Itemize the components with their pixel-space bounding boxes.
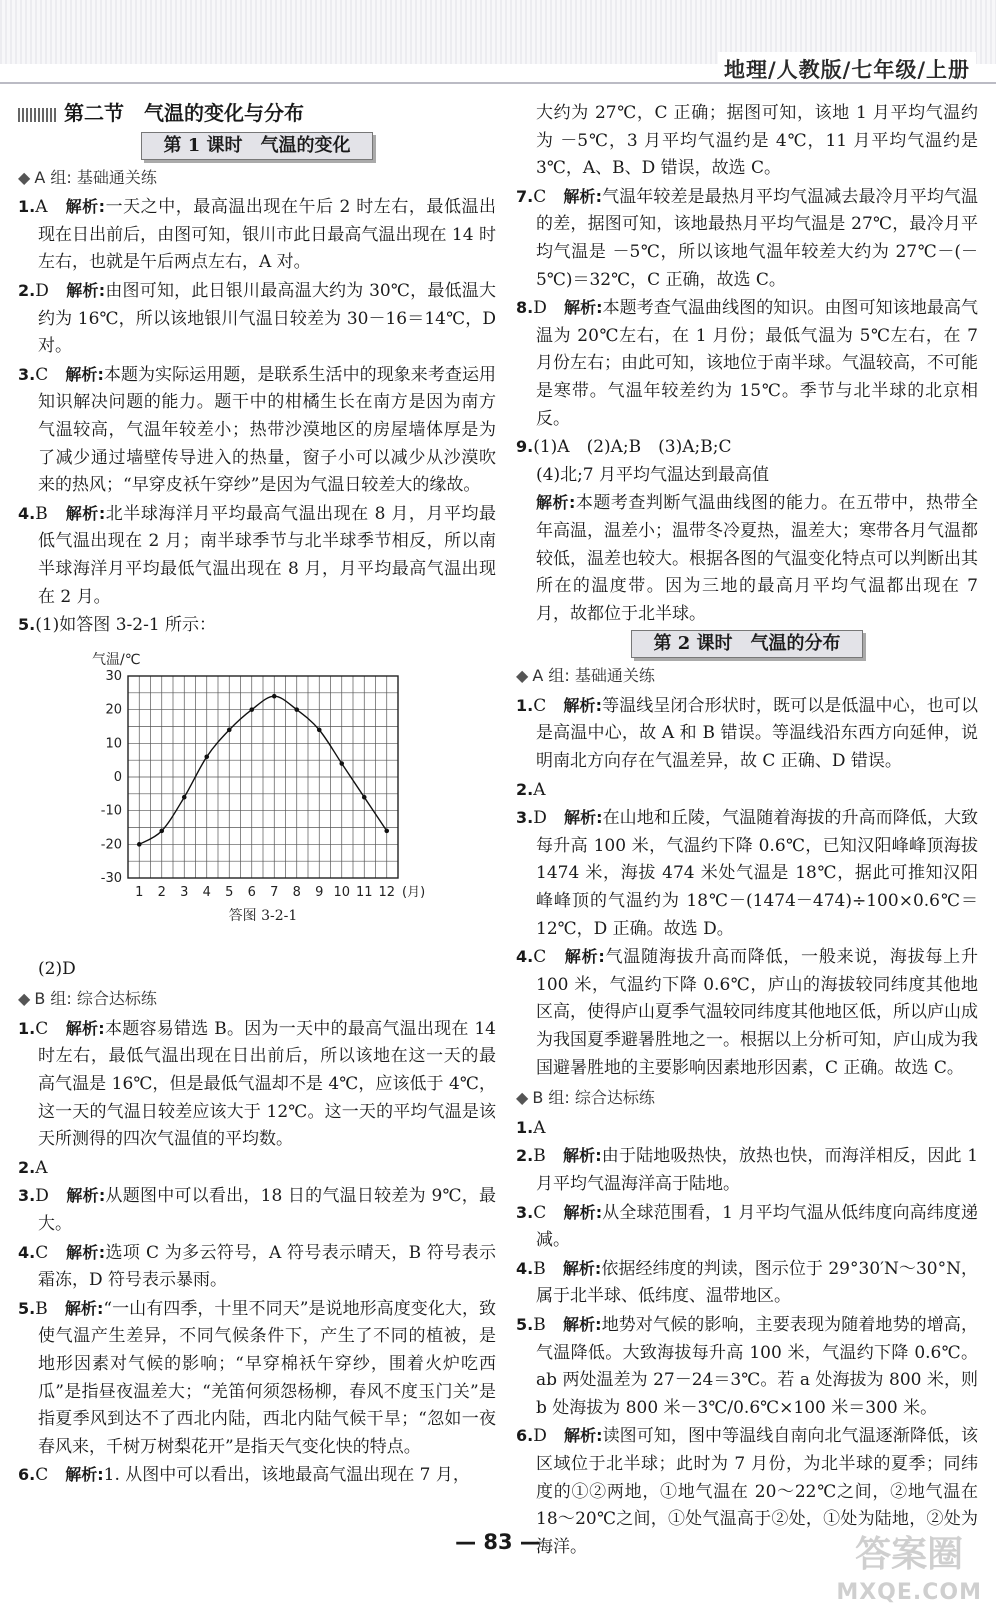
x-tick-label: 6 xyxy=(247,884,256,900)
x-tick-label: 4 xyxy=(202,884,211,900)
answer-b6: 6.C 解析:1. 从图中可以看出，该地最高气温出现在 7 月， xyxy=(18,1465,470,1486)
watermark-line1: 答案圈 xyxy=(855,1534,964,1575)
answer-b2: 2.A xyxy=(18,1157,48,1178)
x-tick-label: 5 xyxy=(225,884,234,900)
data-point xyxy=(294,707,299,712)
answer-b7: 7.C 解析:气温年较差是最热月平均气温减去最冷月平均气温的差，据图可知，该地最热月平均气温是 27℃，最冷月平均气温是 －5℃，所以该地气温年较差大约为 27℃－(－5℃)＝32℃，C 正确，故选 C。 xyxy=(516,186,979,290)
answer-b9-line2: (4)北;7 月平均气温达到最高值 xyxy=(536,464,770,485)
chart-caption: 答图 3-2-1 xyxy=(228,907,298,924)
answer-a5: 5.(1)如答图 3-2-1 所示： xyxy=(18,615,217,636)
diamond-icon: ◆ xyxy=(516,1088,529,1108)
data-point xyxy=(204,754,209,759)
answer-a1: 1.A 解析:一天之中，最高温出现在午后 2 时左右，最低温出现在日出前后，由图可知，银川市此日最高气温出现在 14 时左右，也就是午后两点左右，A 对。 xyxy=(18,197,497,273)
x-tick-label: 2 xyxy=(157,884,166,900)
answer-a2: 2.D 解析:由图可知，此日银川最高温大约为 30℃，最低温大约为 16℃，所以该地银川气温日较差为 30－16＝14℃，D 对。 xyxy=(18,280,496,357)
data-point xyxy=(137,842,142,847)
y-tick-label: -20 xyxy=(100,837,122,853)
group-a-heading-2: ◆ A 组: 基础通关练 xyxy=(516,666,655,686)
data-point xyxy=(272,694,277,699)
data-point xyxy=(159,828,164,833)
answer-b1: 1.C 解析:本题容易错选 B。因为一天中的最高气温出现在 14 时左右，最低气温出现在日出前后，所以该地在这一天的最高气温是 16℃，但是最低气温却不是 4℃，应该低于 4℃，这一天的气温日较差应该大于 12℃。这一天的平均气温是该天所测得的四次气温值的平均数。 xyxy=(18,1018,496,1150)
data-point xyxy=(227,727,232,732)
answer-b9: 9.(1)A (2)A;B (3)A;B;C xyxy=(516,437,732,458)
right-column xyxy=(516,100,978,1561)
diamond-icon: ◆ xyxy=(18,167,31,187)
y-tick-label: 20 xyxy=(105,702,122,718)
data-point xyxy=(339,761,344,766)
answer-a3: 3.C 解析:本题为实际运用题，是联系生活中的现象来考查运用知识解决问题的能力。题干中的柑橘生长在南方是因为南方气温较高，气温年较差小；热带沙漠地区的房屋墙体厚是为了减少通过墙壁传导进入的热量，窗子小可以减少从沙漠吹来的热风；“早穿皮袄午穿纱”是因为气温日较差大的缘故。 xyxy=(18,364,497,496)
watermark-line2: MXQE.COM xyxy=(836,1580,982,1605)
data-point xyxy=(362,795,367,800)
answer-c3: 3.D 解析:在山地和丘陵，气温随着海拔的升高而降低，大致每升高 100 米，气温约下降 0.6℃，已知汉阳峰峰顶海拔 1474 米，海拔 474 米处气温是 18℃，据此可推知汉阳峰峰顶的气温约为 18℃－(1474－474)÷100×0.6℃＝12℃，D 正确。故选 D。 xyxy=(516,808,979,939)
y-tick-label: 10 xyxy=(105,736,122,752)
diamond-icon: ◆ xyxy=(516,666,529,686)
y-tick-label: 30 xyxy=(105,668,122,684)
answer-d4: 4.B 解析:依据经纬度的判读，图示位于 29°30′N～30°N，属于北半球、低纬度、温带地区。 xyxy=(516,1258,979,1307)
chart-svg xyxy=(18,640,496,924)
answer-b9-analysis: 解析:本题考查判断气温曲线图的能力。在五带中，热带全年高温，温差小；温带冬冷夏热，温差大；寒带各月气温都较低，温差也较大。根据各图的气温变化特点可以判断出其所在的温度带。因为三地的最高月平均气温都出现在 7 月，故都位于北半球。 xyxy=(536,493,978,624)
header-rule xyxy=(0,82,996,84)
watermark-logo xyxy=(836,1536,982,1612)
answer-b4: 4.C 解析:选项 C 为多云符号，A 符号表示晴天，B 符号表示霜冻，D 符号表示暴雨。 xyxy=(18,1242,496,1291)
y-tick-label: -10 xyxy=(100,803,122,819)
answer-b6-continued: 大约为 27℃，C 正确；据图可知，该地 1 月平均气温约为 －5℃，3 月平均气温约是 4℃，11 月平均气温约是 3℃，A、B、D 错误，故选 C。 xyxy=(536,103,978,179)
group-b-heading-2: ◆ B 组: 综合达标练 xyxy=(516,1088,655,1108)
data-point xyxy=(249,707,254,712)
answer-b3: 3.D 解析:从题图中可以看出，18 日的气温日较差为 9℃，最大。 xyxy=(18,1186,497,1235)
lesson2-title: 第 2 课时 气温的分布 xyxy=(631,630,863,658)
x-tick-label: 9 xyxy=(315,884,324,900)
left-column xyxy=(18,100,496,1490)
answer-a4: 4.B 解析:北半球海洋月平均最高气温出现在 8 月，月平均最低气温出现在 2 月；南半球季节与北半球季节相反，所以南半球海洋月平均最低气温出现在 8 月，月平均最高气温出现在 2 月。 xyxy=(18,503,497,607)
section-bars-icon xyxy=(18,108,58,122)
answer-d2: 2.B 解析:由于陆地吸热快，放热也快，而海洋相反，因此 1 月平均气温海洋高于陆地。 xyxy=(516,1146,979,1194)
x-tick-label: 1 xyxy=(135,884,144,900)
answer-d6: 6.D 解析:读图可知，图中等温线自南向北气温逐渐降低，该区域位于北半球；此时为 7 月份，为北半球的夏季；同纬度的①②两地，①地气温在 20～22℃之间，②地气温在 18～20℃之间，①处气温高于②处，①处为陆地，②处为海洋。 xyxy=(516,1426,979,1557)
answer-d3: 3.C 解析:从全球范围看，1 月平均气温从低纬度向高纬度递减。 xyxy=(516,1202,979,1251)
group-b-heading: ◆ B 组: 综合达标练 xyxy=(18,989,157,1009)
section-title: 第二节 气温的变化与分布 xyxy=(18,100,496,128)
group-a-heading: ◆ A 组: 基础通关练 xyxy=(18,167,157,187)
data-point xyxy=(384,828,389,833)
answer-b8: 8.D 解析:本题考查气温曲线图的知识。由图可知该地最高气温为 20℃左右，在 1 月份；最低气温为 5℃左右，在 7 月份左右；由此可知，该地位于南半球。气温较高，不可能是寒带。气温年较差约为 15℃。季节与北半球的北京相反。 xyxy=(516,298,979,429)
x-tick-label: 7 xyxy=(270,884,279,900)
lesson1-title: 第 1 课时 气温的变化 xyxy=(141,132,373,160)
answer-c4: 4.C 解析:气温随海拔升高而降低，一般来说，海拔每上升 100 米，气温约下降 0.6℃，庐山的海拔较同纬度其他地区高，使得庐山夏季气温较同纬度其他地区低，所以庐山成为我国夏季避暑胜地之一。根据以上分析可知，庐山成为我国避暑胜地的主要影响因素地形因素，C 正确。故选 C。 xyxy=(516,947,979,1078)
answer-c1: 1.C 解析:等温线呈闭合形状时，既可以是低温中心，也可以是高温中心，故 A 和 B 错误。等温线沿东西方向延伸，说明南北方向存在气温差异，故 C 正确、D 错误。 xyxy=(516,695,979,772)
x-tick-label: 3 xyxy=(180,884,189,900)
diamond-icon: ◆ xyxy=(18,989,31,1009)
y-axis-label: 气温/℃ xyxy=(92,651,141,668)
data-point xyxy=(182,795,187,800)
header-subject: 地理/人教版/七年级/上册 xyxy=(718,52,976,86)
x-tick-label: 10 xyxy=(333,884,351,900)
answer-c2: 2.A xyxy=(516,779,546,800)
data-point xyxy=(317,727,322,732)
answer-a5-part2: (2)D xyxy=(38,958,76,979)
y-tick-label: -30 xyxy=(100,870,122,886)
x-tick-label: 12 xyxy=(378,884,396,900)
answer-b5: 5.B 解析:“一山有四季，十里不同天”是说地形高度变化大，致使气温产生差异，不同气候条件下，产生了不同的植被，是地形因素对气候的影响；“早穿棉袄午穿纱，围着火炉吃西瓜”是指昼夜温差大；“羌笛何须怨杨柳，春风不度玉门关”是指夏季风到达不了西北内陆，西北内陆气候干旱；“忽如一夜春风来，千树万树梨花开”是指天气变化快的特点。 xyxy=(18,1298,497,1457)
answer-d5: 5.B 解析:地势对气候的影响，主要表现为随着地势的增高，气温降低。大致海拔每升高 100 米，气温约下降 0.6℃。ab 两处温差为 27－24＝3℃。若 a 处海拔为 800 米，则 b 处海拔为 800 米－3℃/0.6℃×100 米＝300 米。 xyxy=(516,1314,979,1418)
temperature-chart xyxy=(18,640,496,956)
answer-d1: 1.A xyxy=(516,1117,546,1138)
y-tick-label: 0 xyxy=(113,769,122,785)
page-number: — 83 — xyxy=(455,1530,541,1554)
x-axis-unit: (月) xyxy=(402,884,426,900)
x-tick-label: 8 xyxy=(292,884,301,900)
x-tick-label: 11 xyxy=(355,884,373,900)
